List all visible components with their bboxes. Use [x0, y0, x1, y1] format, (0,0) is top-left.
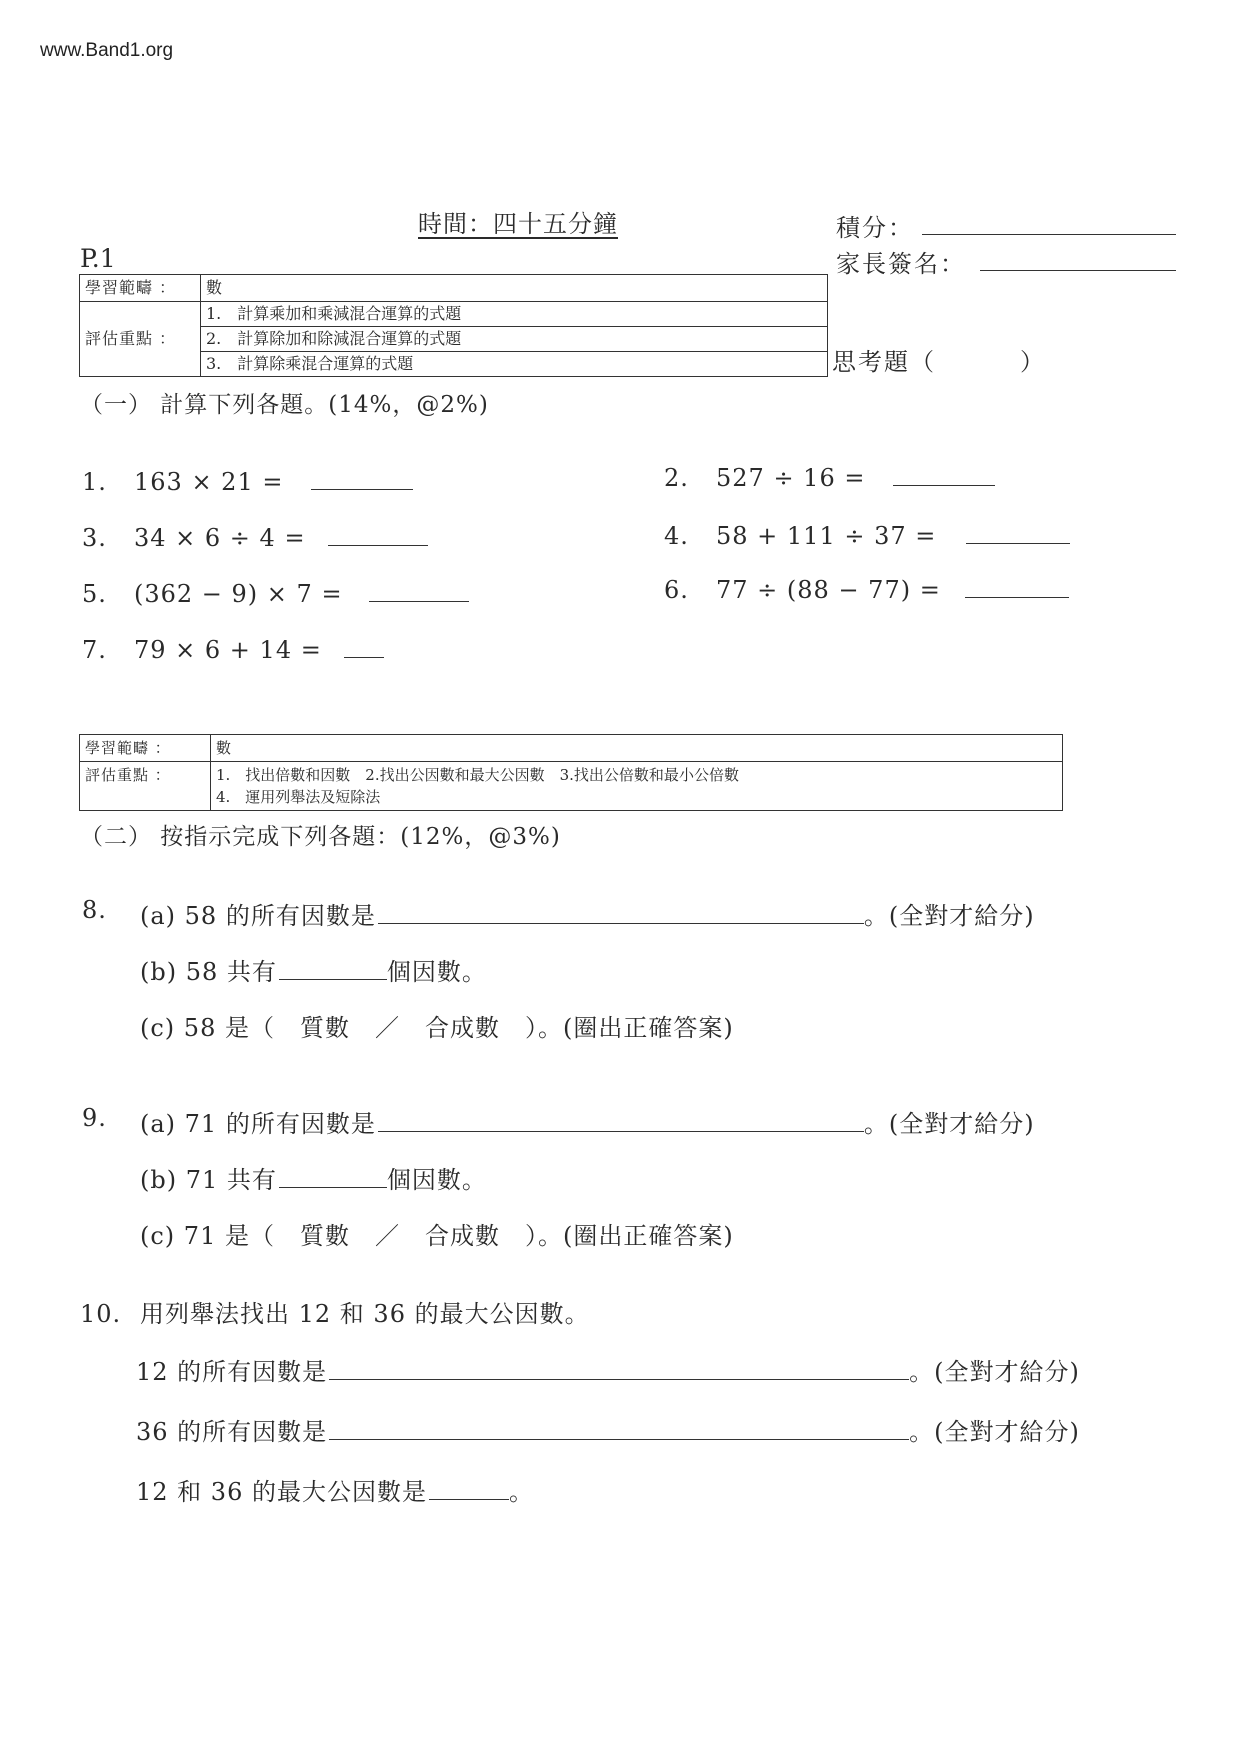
question-8-number: 8.: [82, 896, 107, 924]
question-expr: 163 × 21 =: [134, 468, 284, 496]
scope-label: 學習範疇 ：: [80, 735, 211, 762]
section-1-title: （一） 計算下列各題。(14%，@2%): [80, 392, 489, 418]
question-10: [80, 1294, 590, 1329]
focus-line: 4. 運用列舉法及短除法: [216, 788, 381, 806]
answer-blank[interactable]: [344, 656, 384, 658]
question-3: [82, 524, 428, 552]
scope-label: 學習範疇 ：: [80, 275, 201, 302]
question-expr: (362 − 9) × 7 =: [134, 580, 343, 608]
question-9a: [140, 1104, 1035, 1139]
question-number: 2.: [664, 464, 689, 492]
question-tail: 個因數。: [386, 1166, 487, 1194]
answer-blank[interactable]: [311, 488, 413, 490]
question-8c[interactable]: (c) 58 是（ 質數 ／ 合成數 ）。(圈出正確答案): [140, 1014, 734, 1042]
question-tail: 。(全對才給分): [909, 1418, 1080, 1446]
focus-line: 1. 找出倍數和因數 2.找出公因數和最大公因數 3.找出公倍數和最小公倍數: [216, 766, 739, 784]
focus-items: [201, 302, 828, 377]
question-2: [664, 464, 995, 492]
answer-blank[interactable]: [378, 922, 864, 924]
time-limit: 時間：四十五分鐘: [418, 210, 618, 238]
question-number: 1.: [82, 468, 107, 496]
answer-blank[interactable]: [893, 484, 995, 486]
question-text: 用列舉法找出 12 和 36 的最大公因數。: [140, 1300, 590, 1328]
question-text: (a) 58 的所有因數是: [140, 902, 376, 930]
score-label: 積分：: [836, 214, 914, 242]
question-number: 5.: [82, 580, 107, 608]
focus-label: 評估重點 ：: [80, 302, 201, 377]
question-9b: [140, 1160, 487, 1195]
question-tail: 。(全對才給分): [863, 902, 1035, 930]
question-text: 12 和 36 的最大公因數是: [136, 1478, 427, 1506]
question-10-line-3: [136, 1472, 534, 1507]
question-number: 4.: [664, 522, 689, 550]
thinking-close: ）: [1020, 348, 1046, 376]
question-8b: [140, 952, 487, 987]
question-5: [82, 580, 469, 608]
question-expr: 79 × 6 + 14 =: [134, 636, 322, 664]
answer-blank[interactable]: [328, 544, 428, 546]
question-tail: 。: [508, 1478, 534, 1506]
question-number: 6.: [664, 576, 689, 604]
question-1: [82, 468, 413, 496]
question-9-number: 9.: [82, 1104, 107, 1132]
question-expr: 34 × 6 ÷ 4 =: [134, 524, 306, 552]
answer-blank[interactable]: [378, 1130, 864, 1132]
answer-blank[interactable]: [279, 978, 387, 980]
question-10-line-1: [136, 1352, 1080, 1387]
question-number: 7.: [82, 636, 107, 664]
question-9c[interactable]: (c) 71 是（ 質數 ／ 合成數 ）。(圈出正確答案): [140, 1222, 734, 1250]
focus-label: 評估重點 ：: [80, 762, 211, 811]
focus-items: [211, 762, 1063, 811]
question-10-line-2: [136, 1412, 1080, 1447]
answer-blank[interactable]: [279, 1186, 387, 1188]
answer-blank[interactable]: [429, 1498, 509, 1500]
answer-blank[interactable]: [966, 542, 1070, 544]
info-table-2: [79, 734, 1063, 811]
answer-blank[interactable]: [369, 600, 469, 602]
question-tail: 個因數。: [386, 958, 487, 986]
question-text: (b) 71 共有: [140, 1166, 277, 1194]
focus-item: 1. 計算乘加和乘減混合運算的式題: [201, 302, 827, 327]
parent-sign-label: 家長簽名：: [836, 250, 966, 278]
question-6: [664, 576, 1069, 604]
question-4: [664, 522, 1070, 550]
info-table-1: [79, 274, 828, 377]
answer-blank[interactable]: [329, 1438, 909, 1440]
question-expr: 58 + 111 ÷ 37 =: [716, 522, 937, 550]
focus-item: 2. 計算除加和除減混合運算的式題: [201, 327, 827, 352]
answer-blank[interactable]: [965, 596, 1069, 598]
focus-item: 3. 計算除乘混合運算的式題: [206, 354, 414, 373]
section-2-title: （二） 按指示完成下列各題：(12%，@3%): [80, 824, 561, 850]
class-code: P.1: [80, 244, 116, 273]
question-expr: 527 ÷ 16 =: [716, 464, 866, 492]
thinking-open: 思考題（: [832, 348, 936, 376]
scope-value: 數: [211, 735, 1063, 762]
question-8a: [140, 896, 1035, 931]
question-tail: 。(全對才給分): [863, 1110, 1035, 1138]
thinking-question-label: [832, 342, 1046, 377]
question-tail: 。(全對才給分): [909, 1358, 1080, 1386]
site-url: www.Band1.org: [40, 40, 174, 61]
question-text: (b) 58 共有: [140, 958, 277, 986]
question-number: 3.: [82, 524, 107, 552]
scope-value: 數: [201, 275, 828, 302]
question-number: 10.: [80, 1300, 122, 1328]
question-text: (a) 71 的所有因數是: [140, 1110, 376, 1138]
question-text: 12 的所有因數是: [136, 1358, 328, 1386]
question-expr: 77 ÷ (88 − 77) =: [716, 576, 941, 604]
answer-blank[interactable]: [329, 1378, 909, 1380]
parent-sign-field[interactable]: [980, 270, 1176, 271]
question-7: [82, 636, 384, 664]
question-text: 36 的所有因數是: [136, 1418, 328, 1446]
score-field[interactable]: [922, 234, 1176, 235]
